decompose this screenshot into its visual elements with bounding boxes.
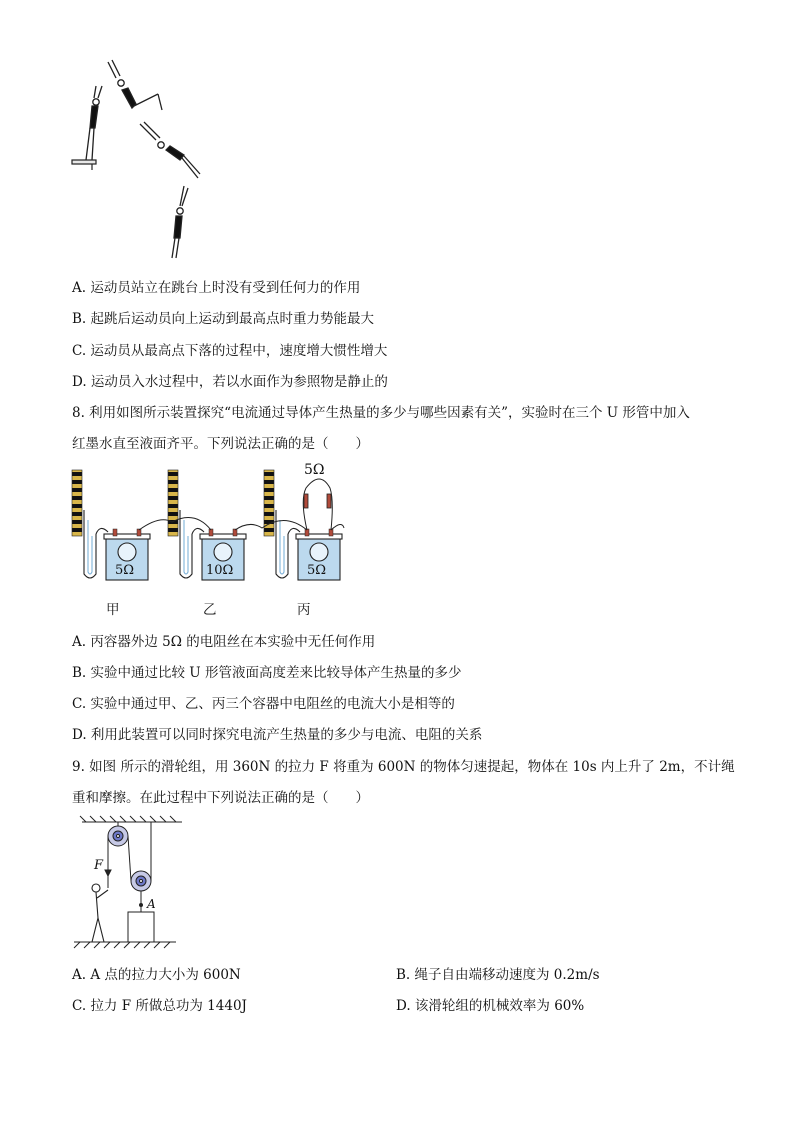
- container-3-name: 丙: [297, 602, 311, 618]
- container-1-name: 甲: [106, 602, 120, 618]
- person: [92, 884, 108, 942]
- container-3-resistor: 5Ω: [307, 563, 327, 578]
- q9-option-c: C. 拉力 F 所做总功为 1440J: [72, 998, 247, 1014]
- container-1-resistor: 5Ω: [115, 563, 135, 578]
- q7-option-c: C. 运动员从最高点下落的过程中，速度增大惯性增大: [72, 343, 388, 359]
- q9-option-b: B. 绳子自由端移动速度为 0.2m/s: [396, 967, 600, 983]
- q8-option-a: A. 丙容器外边 5Ω 的电阻丝在本实验中无任何作用: [72, 634, 376, 650]
- q9-option-a: A. A 点的拉力大小为 600N: [72, 967, 241, 983]
- q9-option-d: D. 该滑轮组的机械效率为 60%: [396, 998, 585, 1014]
- q9-stem-line1: 9. 如图 所示的滑轮组，用 360N 的拉力 F 将重为 600N 的物体匀速提起，物体在 10s 内上升了 2m，不计绳: [72, 759, 735, 775]
- q7-option-a: A. 运动员站立在跳台上时没有受到任何力的作用: [72, 280, 361, 296]
- q7-option-d: D. 运动员入水过程中，若以水面作为参照物是静止的: [72, 374, 388, 390]
- box: [128, 912, 154, 942]
- ground: [74, 942, 176, 948]
- container-2-name: 乙: [203, 602, 217, 618]
- point-a: [139, 903, 143, 907]
- fixed-pulley: [108, 822, 128, 846]
- q8-option-c: C. 实验中通过甲、乙、丙三个容器中电阻丝的电流大小是相等的: [72, 696, 455, 712]
- q7-option-b: B. 起跳后运动员向上运动到最高点时重力势能最大: [72, 311, 375, 327]
- q9-stem-line2: 重和摩擦。在此过程中下列说法正确的是（ ）: [72, 790, 369, 806]
- q8-stem-line1: 8. 利用如图所示装置探究“电流通过导体产生热量的多少与哪些因素有关”，实验时在三个 U 形管中加入: [72, 405, 690, 421]
- top-resistor-label: 5Ω: [304, 462, 325, 478]
- ceiling: [80, 816, 182, 822]
- force-arrow: [105, 856, 111, 876]
- point-a-label: A: [147, 897, 156, 911]
- container-2-resistor: 10Ω: [206, 563, 234, 578]
- force-label: F: [94, 858, 104, 873]
- q8-option-d: D. 利用此装置可以同时探究电流产生热量的多少与电流、电阻的关系: [72, 727, 483, 743]
- q8-option-b: B. 实验中通过比较 U 形管液面高度差来比较导体产生热量的多少: [72, 665, 462, 681]
- movable-pulley: [131, 871, 151, 891]
- q8-stem-line2: 红墨水直至液面齐平。下列说法正确的是（ ）: [72, 436, 369, 452]
